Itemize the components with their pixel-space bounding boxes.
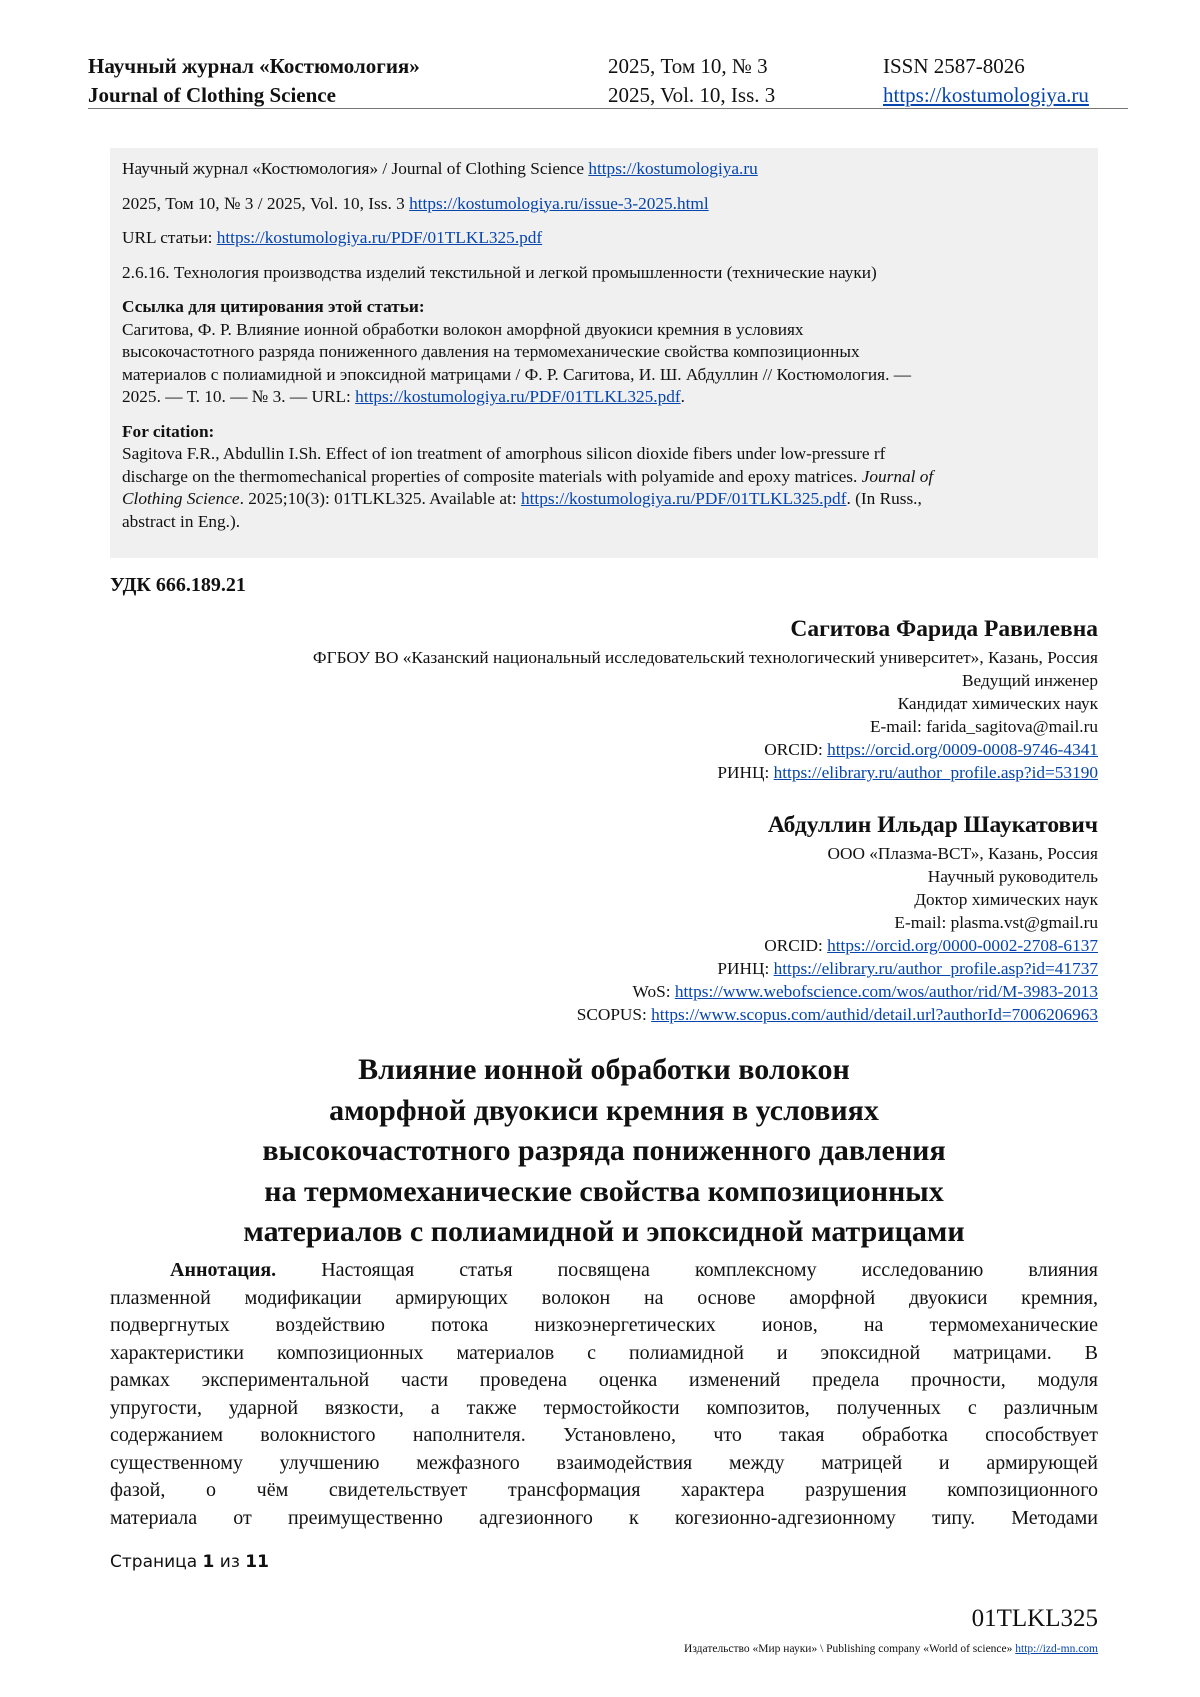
cite-ru-heading: Ссылка для цитирования этой статьи: xyxy=(122,297,425,316)
author-1-rinc: РИНЦ: https://elibrary.ru/author_profile.asp?id=53190 xyxy=(717,763,1098,782)
title-line-1: Влияние ионной обработки волокон xyxy=(358,1053,850,1086)
author-1-degree: Кандидат химических наук xyxy=(897,694,1098,713)
author-1-orcid: ORCID: https://orcid.org/0009-0008-9746-4341 xyxy=(764,740,1098,759)
abstract-line-7: содержанием волокнистого наполнителя. Установлено, что такая обработка способствует xyxy=(110,1424,1098,1446)
author-2-name: Абдуллин Ильдар Шаукатович xyxy=(767,812,1098,838)
header-site-link[interactable]: https://kostumologiya.ru xyxy=(883,83,1089,107)
author-2-orcid-link[interactable]: https://orcid.org/0000-0002-2708-6137 xyxy=(827,936,1098,955)
page-number: Страница 1 из 11 xyxy=(110,1552,269,1572)
header-issue-en: 2025, Vol. 10, Iss. 3 xyxy=(608,83,776,107)
cite-en-line-4: abstract in Eng.). xyxy=(122,511,241,531)
header-journal-en: Journal of Clothing Science xyxy=(88,83,336,107)
title-line-2: аморфной двуокиси кремния в условиях xyxy=(329,1093,879,1127)
abstract-line-2: плазменной модификации армирующих волокон на основе аморфной двуокиси кремния, xyxy=(110,1286,1098,1309)
journal-header xyxy=(88,52,1128,109)
cite-journal-line: Научный журнал «Костюмология» / Journal of Clothing Science https://kostumologiya.ru xyxy=(122,159,758,178)
cite-url-line: URL статьи: https://kostumologiya.ru/PDF/01TLKL325.pdf xyxy=(122,228,543,247)
cite-ru-line-1: Сагитова, Ф. Р. Влияние ионной обработки волокон аморфной двуокиси кремния в условиях xyxy=(122,319,804,339)
author-2-scopus: SCOPUS: https://www.scopus.com/authid/detail.url?authorId=7006206963 xyxy=(576,1005,1098,1024)
abstract-line-5: рамках экспериментальной части проведена оценка изменений предела прочности, модуля xyxy=(110,1369,1098,1391)
author-2-degree: Доктор химических наук xyxy=(914,890,1098,909)
cite-issue-line: 2025, Том 10, № 3 / 2025, Vol. 10, Iss. 3 https://kostumologiya.ru/issue-3-2025.html xyxy=(122,193,709,213)
author-1-email: E-mail: farida_sagitova@mail.ru xyxy=(869,717,1098,736)
title-line-4: на термомеханические свойства композиционных xyxy=(264,1174,944,1208)
abstract-line-10: материала от преимущественно адгезионного к когезионно-адгезионному типу. Методами xyxy=(110,1506,1098,1529)
citation-box xyxy=(110,148,1098,558)
author-2-position: Научный руководитель xyxy=(927,867,1098,886)
author-2-email: E-mail: plasma.vst@gmail.ru xyxy=(894,913,1098,932)
article-title xyxy=(110,1050,1098,1253)
cite-issue-link[interactable]: https://kostumologiya.ru/issue-3-2025.html xyxy=(409,193,709,213)
cite-ru-article-link[interactable]: https://kostumologiya.ru/PDF/01TLKL325.pdf xyxy=(355,387,681,406)
publisher-link[interactable]: http://izd-mn.com xyxy=(1015,1643,1098,1655)
author-1-rinc-link[interactable]: https://elibrary.ru/author_profile.asp?id=53190 xyxy=(773,763,1098,782)
author-2-affiliation: ООО «Плазма-ВСТ», Казань, Россия xyxy=(827,844,1098,863)
abstract-line-1: Аннотация. Настоящая статья посвящена комплексному исследованию влияния xyxy=(170,1259,1098,1281)
cite-en-line-3: Clothing Science. 2025;10(3): 01TLKL325. Available at: https://kostumologiya.ru/PDF/01TLKL325.pdf. (In Russ., xyxy=(122,489,922,508)
abstract-line-4: характеристики композиционных материалов с полиамидной и эпоксидной матрицами. В xyxy=(110,1341,1098,1364)
cite-en-line-1: Sagitova F.R., Abdullin I.Sh. Effect of ion treatment of amorphous silicon dioxide fibers under low-pressure rf xyxy=(122,444,886,463)
udk-code: УДК 666.189.21 xyxy=(110,574,246,596)
cite-en-article-link[interactable]: https://kostumologiya.ru/PDF/01TLKL325.pdf xyxy=(520,489,847,508)
author-2-wos: WoS: https://www.webofscience.com/wos/author/rid/M-3983-2013 xyxy=(632,982,1098,1001)
abstract xyxy=(110,1257,1098,1532)
abstract-line-6: упругости, ударной вязкости, а также термостойкости композитов, полученных с различным xyxy=(110,1396,1098,1419)
cite-ru-line-4: 2025. — Т. 10. — № 3. — URL: https://kostumologiya.ru/PDF/01TLKL325.pdf. xyxy=(122,387,685,406)
header-issue-ru: 2025, Том 10, № 3 xyxy=(608,54,768,78)
title-line-3: высокочастотного разряда пониженного давления xyxy=(262,1134,946,1167)
title-line-5: материалов с полиамидной и эпоксидной матрицами xyxy=(243,1215,965,1248)
abstract-line-3: подвергнутых воздействию потока низкоэнергетических ионов, на термомеханические xyxy=(110,1314,1098,1336)
author-block-1 xyxy=(313,614,1098,784)
abstract-label: Аннотация. xyxy=(170,1259,277,1281)
cite-specialty: 2.6.16. Технология производства изделий текстильной и легкой промышленности (технические науки) xyxy=(122,262,877,282)
cite-en-heading: For citation: xyxy=(122,421,215,441)
header-issue xyxy=(608,52,775,110)
author-2-rinc: РИНЦ: https://elibrary.ru/author_profile.asp?id=41737 xyxy=(717,959,1098,978)
header-issn-site xyxy=(883,52,1089,110)
cite-ru-line-3: материалов с полиамидной и эпоксидной матрицами / Ф. Р. Сагитова, И. Ш. Абдуллин // Костюмология. — xyxy=(122,364,911,384)
header-journal-ru: Научный журнал «Костюмология» xyxy=(88,54,420,78)
author-2-rinc-link[interactable]: https://elibrary.ru/author_profile.asp?id=41737 xyxy=(773,959,1098,978)
cite-article-link[interactable]: https://kostumologiya.ru/PDF/01TLKL325.pdf xyxy=(216,228,543,247)
publisher-line: Издательство «Мир науки» \ Publishing company «World of science» http://izd-mn.com xyxy=(684,1643,1098,1655)
author-2-orcid: ORCID: https://orcid.org/0000-0002-2708-6137 xyxy=(764,936,1098,955)
cite-ru-line-2: высокочастотного разряда пониженного давления на термомеханические свойства композиционных xyxy=(122,342,860,361)
author-block-2 xyxy=(577,810,1098,1026)
cite-journal-link[interactable]: https://kostumologiya.ru xyxy=(588,159,758,178)
author-1-affiliation: ФГБОУ ВО «Казанский национальный исследовательский технологический университет», Казань, Россия xyxy=(312,648,1098,667)
author-2-scopus-link[interactable]: https://www.scopus.com/authid/detail.url?authorId=7006206963 xyxy=(651,1005,1098,1024)
author-1-name: Сагитова Фарида Равилевна xyxy=(790,616,1098,642)
cite-en-line-2: discharge on the thermomechanical properties of composite materials with polyamide and epoxy matrices. Journal of xyxy=(122,466,934,486)
author-1-orcid-link[interactable]: https://orcid.org/0009-0008-9746-4341 xyxy=(827,740,1098,759)
abstract-line-9: фазой, о чём свидетельствует трансформация характера разрушения композиционного xyxy=(110,1479,1098,1501)
header-issn: ISSN 2587-8026 xyxy=(883,54,1025,78)
author-1-position: Ведущий инженер xyxy=(962,671,1098,690)
article-code: 01TLKL325 xyxy=(971,1605,1098,1632)
author-2-wos-link[interactable]: https://www.webofscience.com/wos/author/rid/M-3983-2013 xyxy=(674,982,1098,1001)
header-journal-names xyxy=(88,52,420,110)
abstract-line-8: существенному улучшению межфазного взаимодействия между матрицей и армирующей xyxy=(110,1451,1098,1474)
